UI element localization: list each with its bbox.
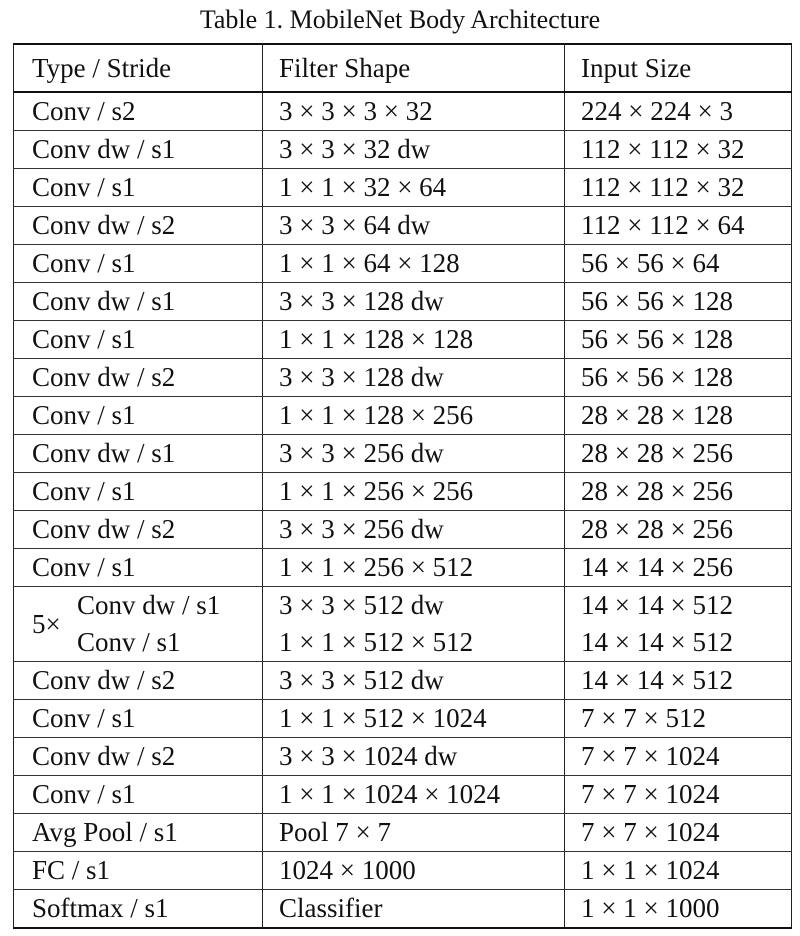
table-row	[14, 283, 792, 321]
table-row	[14, 435, 792, 473]
cell-type-stride: Conv dw / s2	[14, 738, 263, 776]
cell-input-size: 28 × 28 × 128	[565, 397, 792, 435]
table-row	[14, 890, 792, 929]
cell-type-stride: Conv / s1	[14, 169, 263, 207]
cell-filter-shape	[263, 587, 565, 662]
cell-input-size: 1 × 1 × 1000	[565, 890, 792, 929]
cell-input-size: 7 × 7 × 1024	[565, 776, 792, 814]
table-row	[14, 169, 792, 207]
cell-input-size: 1 × 1 × 1024	[565, 852, 792, 890]
repeat-type-line: Conv / s1	[77, 627, 181, 657]
repeat-input-line: 14 × 14 × 512	[581, 590, 733, 620]
table-row	[14, 549, 792, 587]
table-row	[14, 814, 792, 852]
cell-filter-shape: 1024 × 1000	[263, 852, 565, 890]
column-header-type-stride: Type / Stride	[14, 44, 263, 92]
cell-filter-shape: 3 × 3 × 1024 dw	[263, 738, 565, 776]
architecture-table	[13, 43, 792, 929]
cell-type-stride: Conv dw / s2	[14, 359, 263, 397]
cell-filter-shape: 1 × 1 × 64 × 128	[263, 245, 565, 283]
repeat-multiplier: 5×	[32, 609, 61, 639]
cell-input-size: 14 × 14 × 512	[565, 662, 792, 700]
cell-input-size	[565, 587, 792, 662]
cell-type-stride: Conv / s1	[14, 397, 263, 435]
cell-filter-shape: 3 × 3 × 512 dw	[263, 662, 565, 700]
table-row	[14, 776, 792, 814]
cell-type-stride: Conv / s1	[14, 473, 263, 511]
cell-filter-shape: 3 × 3 × 128 dw	[263, 283, 565, 321]
cell-input-size: 56 × 56 × 128	[565, 283, 792, 321]
cell-type-stride: Conv / s1	[14, 321, 263, 359]
table-row	[14, 207, 792, 245]
cell-input-size: 28 × 28 × 256	[565, 473, 792, 511]
cell-filter-shape: 1 × 1 × 128 × 256	[263, 397, 565, 435]
cell-type-stride: Conv / s1	[14, 776, 263, 814]
table-row	[14, 662, 792, 700]
table-row	[14, 852, 792, 890]
cell-input-size: 56 × 56 × 128	[565, 359, 792, 397]
table-body	[14, 92, 792, 928]
repeat-type-line: Conv dw / s1	[77, 590, 221, 620]
cell-input-size: 56 × 56 × 64	[565, 245, 792, 283]
cell-input-size: 56 × 56 × 128	[565, 321, 792, 359]
cell-filter-shape: 3 × 3 × 256 dw	[263, 435, 565, 473]
cell-filter-shape: 3 × 3 × 128 dw	[263, 359, 565, 397]
cell-type-stride: Conv / s1	[14, 549, 263, 587]
repeat-block-row	[14, 587, 792, 662]
cell-type-stride: Conv / s2	[14, 92, 263, 131]
table-row	[14, 473, 792, 511]
cell-filter-shape: 1 × 1 × 1024 × 1024	[263, 776, 565, 814]
cell-filter-shape: 3 × 3 × 64 dw	[263, 207, 565, 245]
cell-filter-shape: 3 × 3 × 3 × 32	[263, 92, 565, 131]
cell-input-size: 7 × 7 × 1024	[565, 814, 792, 852]
cell-input-size: 7 × 7 × 512	[565, 700, 792, 738]
cell-filter-shape: Pool 7 × 7	[263, 814, 565, 852]
table-row	[14, 131, 792, 169]
cell-filter-shape: 1 × 1 × 32 × 64	[263, 169, 565, 207]
cell-filter-shape: 1 × 1 × 256 × 512	[263, 549, 565, 587]
cell-type-stride: Conv dw / s2	[14, 207, 263, 245]
table-row	[14, 397, 792, 435]
table-row	[14, 511, 792, 549]
cell-type-stride	[14, 587, 263, 662]
repeat-filter-line: 1 × 1 × 512 × 512	[279, 627, 474, 657]
repeat-types	[77, 587, 220, 661]
cell-input-size: 28 × 28 × 256	[565, 511, 792, 549]
cell-input-size: 112 × 112 × 64	[565, 207, 792, 245]
cell-filter-shape: 1 × 1 × 128 × 128	[263, 321, 565, 359]
repeat-filter-line: 3 × 3 × 512 dw	[279, 590, 444, 620]
cell-filter-shape: Classifier	[263, 890, 565, 929]
cell-type-stride: Conv dw / s2	[14, 511, 263, 549]
cell-type-stride: Conv dw / s2	[14, 662, 263, 700]
cell-input-size: 224 × 224 × 3	[565, 92, 792, 131]
cell-type-stride: Softmax / s1	[14, 890, 263, 929]
table-row	[14, 738, 792, 776]
cell-type-stride: Conv / s1	[14, 700, 263, 738]
cell-input-size: 28 × 28 × 256	[565, 435, 792, 473]
repeat-input-line: 14 × 14 × 512	[581, 627, 733, 657]
cell-type-stride: Conv dw / s1	[14, 131, 263, 169]
cell-type-stride: Conv dw / s1	[14, 283, 263, 321]
cell-filter-shape: 3 × 3 × 256 dw	[263, 511, 565, 549]
cell-input-size: 7 × 7 × 1024	[565, 738, 792, 776]
cell-type-stride: Conv dw / s1	[14, 435, 263, 473]
table-row	[14, 245, 792, 283]
table-caption: Table 1. MobileNet Body Architecture	[199, 5, 601, 34]
table-row	[14, 359, 792, 397]
cell-input-size: 14 × 14 × 256	[565, 549, 792, 587]
table-row	[14, 700, 792, 738]
table-row	[14, 321, 792, 359]
column-header-input-size: Input Size	[565, 44, 792, 92]
cell-filter-shape: 1 × 1 × 256 × 256	[263, 473, 565, 511]
cell-type-stride: FC / s1	[14, 852, 263, 890]
cell-filter-shape: 3 × 3 × 32 dw	[263, 131, 565, 169]
table-row	[14, 92, 792, 131]
cell-filter-shape: 1 × 1 × 512 × 1024	[263, 700, 565, 738]
cell-type-stride: Avg Pool / s1	[14, 814, 263, 852]
cell-type-stride: Conv / s1	[14, 245, 263, 283]
column-header-filter-shape: Filter Shape	[263, 44, 565, 92]
cell-input-size: 112 × 112 × 32	[565, 131, 792, 169]
header-row	[14, 44, 792, 92]
cell-input-size: 112 × 112 × 32	[565, 169, 792, 207]
